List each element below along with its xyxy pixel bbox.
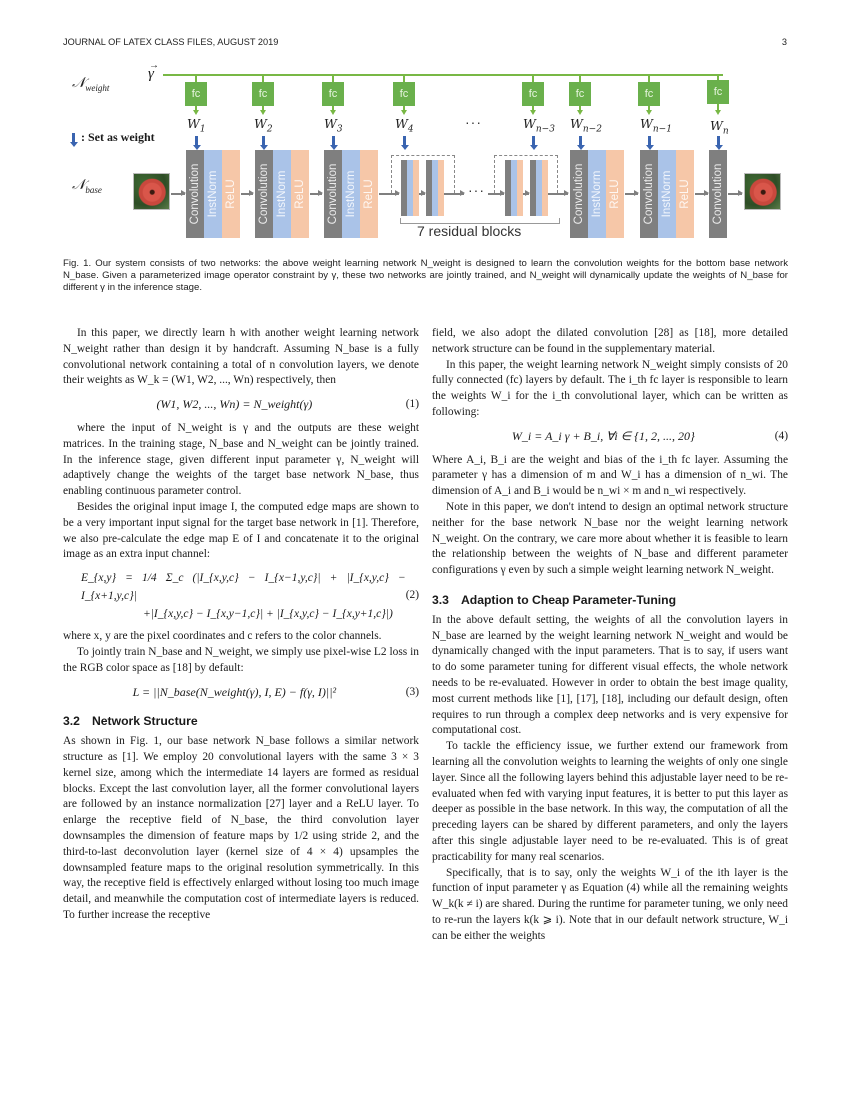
residual-block-c [505,160,523,216]
legend-text: : Set as weight [81,130,155,144]
weight-label-wn-3: $W_{n-3}$ [523,116,555,135]
arrow-down-icon [715,110,721,115]
set-weight-arrow-icon [579,136,582,146]
gamma-bus-line [163,74,723,76]
equation-3: L = ||N_base(N_weight(γ), I, E) − f(γ, I)||² (3) [132,684,419,699]
arrow-down-icon [330,110,336,115]
fc-layer-2: fc [252,82,274,106]
legend-set-as-weight [72,130,155,145]
fc-layer-3: fc [322,82,344,106]
gamma-vector-label: → γ [148,60,159,82]
conv-block-n: Convolution [709,150,727,238]
blue-down-arrow-icon [72,133,75,143]
paragraph: As shown in Fig. 1, our base network N_base follows a similar network structure as [1]. We employ 20 convolutional layers with the same 3 × 3 kernel size, among which the intermediate 14 layers are formed as residual blocks. Except the last convolution layer, all the former convolutional layers are followed by an instance normalization [27] layer and a ReLU layer. To enlarge the receptive field of N_base, the third convolution layer downsamples the dimension of feature maps by 1/2 using stride 2, and the third-to-last deconvolution layer (kernel size of 4 × 4) upsamples the downsampled feature maps to the original resolution symmetrically. In this way, the receptive field is effectively enlarged without losing too much image detail, and meanwhile the computation cost of intermediate layers is reduced. To further increase the receptive [63,735,419,921]
set-weight-arrow-icon [195,136,198,146]
conv-block-3: Convolution InstNorm ReLU [324,150,378,238]
paragraph: where the input of N_weight is γ and the outputs are these weight matrices. In the training stage, N_base and N_weight can be jointly trained. In the inference stage, given different input parameter γ, N_weight will adaptively change the weights of the target base network N_base, thus enabling continuous parameter control. [63,421,419,498]
output-flower-image [744,173,781,210]
weight-label-w3: $W_3$ [324,116,343,135]
paragraph: Specifically, that is to say, only the weights W_i of the ith layer is the function of input parameter γ as Equation (4) while all the remaining weights W_k(k ≠ i) are shared. During the runtime for parameter tuning, we only need to re-run the layers k(k ⩾ i). Note that in our default network structure, W_i can be either the weights [432,866,788,942]
arrow-down-icon [646,110,652,115]
page-number: 3 [781,37,787,47]
residual-block-d [530,160,548,216]
residual-block-b [426,160,444,216]
set-weight-arrow-icon [332,136,335,146]
journal-title: JOURNAL OF LATEX CLASS FILES, AUGUST 2019 [63,37,279,47]
skip-connection-2 [494,155,558,193]
fc-layer-1: fc [185,82,207,106]
paragraph: To tackle the efficiency issue, we further extend our framework from learning all the convolution weights to learning the weights of only one single layer. Since all the following layers behind this adjustable layer need to be re-evaluated when fed with varying input features, it is better to put this layer as deeper as possible in the base network. In this way, the computation of all the preceding layers can be shared by different parameters, and only the layers after this single adjustable layer need to be re-evaluated. This is of great practicability for many real scenarios. [432,740,788,863]
paragraph: To jointly train N_base and N_weight, we simply use pixel-wise L2 loss in the RGB color space as [18] by default: [63,645,419,674]
paragraph: Where A_i, B_i are the weight and bias of the i_th fc layer. Assuming the parameter γ has a dimension of m and W_i has a dimension of n_wi. The dimension of A_i and B_i would be n_wi × m and n_wi respectively. [432,453,788,498]
weight-label-w4: $W_4$ [395,116,414,135]
fc-layer-n-2: fc [569,82,591,106]
fc-layer-n-1: fc [638,82,660,106]
arrow-down-icon [401,110,407,115]
arrow-down-icon [260,110,266,115]
conv-block-n-1: Convolution InstNorm ReLU [640,150,694,238]
fc-layer-n-3: fc [522,82,544,106]
set-weight-arrow-icon [717,136,720,146]
set-weight-arrow-icon [403,136,406,146]
weight-label-wn-2: $W_{n-2}$ [570,116,602,135]
input-flower-image [133,173,170,210]
running-header [63,37,787,47]
section-heading-3-2: 3.2 Network Structure [63,714,198,729]
paragraph: field, we also adopt the dilated convolution [28] as [18], more detailed network structure can be found in the supplementary material. [432,327,788,355]
n-base-label: 𝒩$_{base}$ [72,178,102,195]
paragraph: Note in this paper, we don't intend to design an optimal network structure neither for the base network N_base nor the weight learning network N_weight. On the contrary, we care more about whether it is feasible to learn the relationship between the weights of N_base and different parameter configurations γ even by such a simple weight learning network N_weight. [432,500,788,577]
equation-2: E_{x,y} = 1/4 Σ_c (|I_{x,y,c} − I_{x−1,y,c}| + |I_{x,y,c} − I_{x+1,y,c}| +|I_{x,y,c} − I_{x,y−1,c}| + |I_{x,y,c} − I_{x,y+1,c}|) (2) [81,572,419,621]
set-weight-arrow-icon [262,136,265,146]
arrow-down-icon [530,110,536,115]
residual-blocks-label: 7 residual blocks [417,223,522,239]
right-column [432,326,788,944]
weight-label-wn: $W_n$ [710,118,729,137]
weight-label-w1: $W_1$ [187,116,206,135]
conv-block-1: Convolution InstNorm ReLU [186,150,240,238]
ellipsis: ··· [465,114,482,130]
figure-caption: Fig. 1. Our system consists of two networks: the above weight learning network N_weight is designed to learn the convolution weights for the bottom base network N_base. Given a parameterized image operator constraint by γ, these two networks are jointly trained, and N_weight will dynamically update the weights of N_base for different γ in the inference stage. [63,258,788,293]
fc-layer-n: fc [707,80,729,104]
weight-label-w2: $W_2$ [254,116,273,135]
residual-block-a [401,160,419,216]
conv-block-2: Convolution InstNorm ReLU [255,150,309,238]
conv-block-n-2: Convolution InstNorm ReLU [570,150,624,238]
arrow-down-icon [577,110,583,115]
section-heading-3-3: 3.3 Adaption to Cheap Parameter-Tuning [432,592,677,607]
figure-1-network-diagram: 𝒩$_{weight}$ 𝒩$_{base}$ → γ : Set as weight fc $W_1$ fc $W_2$ fc $W_3$ fc $W_4$ ··· fc $W_{n-3}$ fc $W_{n-2}$ fc $W_{n-1}$ fc $W_n$ Convolution InstNorm ReLU Convolution InstNorm ReLU Convolution InstNorm ReLU ··· 7 residual blocks Convolution InstNorm ReLU Convolution InstNorm ReLU Convolution [60,60,790,250]
paragraph: In this paper, the weight learning network N_weight simply consists of 20 fully connected (fc) layers by default. The i_th fc layer is responsible to learn the weights W_i for the i_th convolutional layer, which can be written as following: [432,358,788,418]
set-weight-arrow-icon [532,136,535,146]
weight-label-wn-1: $W_{n-1}$ [640,116,672,135]
equation-1: (W1, W2, ..., Wn) = N_weight(γ) (1) [156,397,419,412]
paragraph: In the above default setting, the weights of all the convolution layers in N_base are learned by the weight learning network N_weight and would be dynamically changed with the input parameters. That is to say, if users want to do some parameter tuning for different visual effects, the whole network needs to be re-evaluated. However in order to obtain the best image quality, most current methods like [1], [17], [18], including our default design, often requires to run through a complex deep networks and is very expensive for computational cost. [432,613,788,737]
paragraph: Besides the original input image I, the computed edge maps are shown to be a very important input signal for the target base network in [1]. Therefore, we also pre-calculate the edge map E of I and concatenate it to the original image as an extra input channel: [63,500,419,561]
paragraph: In this paper, we directly learn h with another weight learning network N_weight rather than design it by handcraft. Assuming N_base is a fully convolutional network containing a total of n convolution layers, we denote their weights as W_k = (W1, W2, ..., Wn) respectively, then [63,327,419,387]
n-weight-label: 𝒩$_{weight}$ [72,76,110,93]
arrow-down-icon [193,110,199,115]
fc-layer-4: fc [393,82,415,106]
paragraph: where x, y are the pixel coordinates and c refers to the color channels. [63,630,382,643]
left-column [63,326,419,924]
set-weight-arrow-icon [648,136,651,146]
equation-4: W_i = A_i γ + B_i, ∀i ∈ {1, 2, ..., 20} (4) [511,428,788,443]
